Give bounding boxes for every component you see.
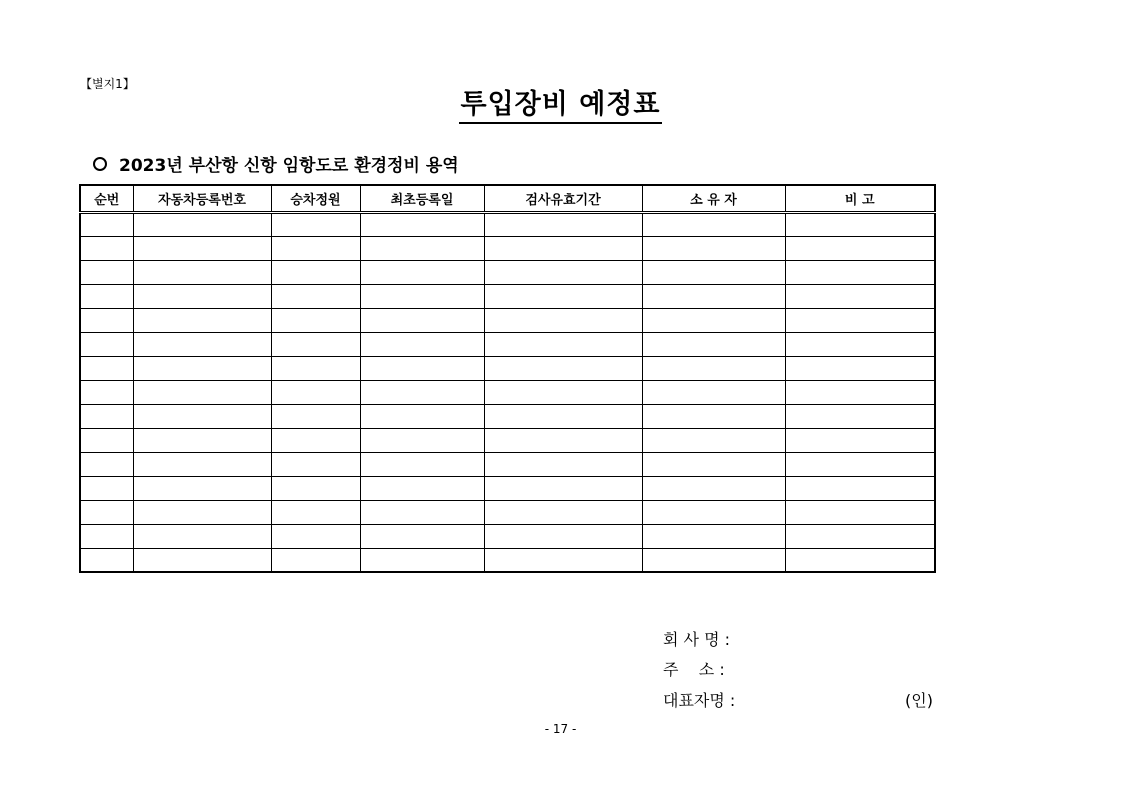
table-header-row [80,185,935,212]
table-cell [484,500,642,524]
table-cell [80,476,133,500]
table-cell [80,380,133,404]
table-cell [484,452,642,476]
table-cell [360,404,484,428]
table-cell [642,212,785,236]
table-cell [642,452,785,476]
table-cell [271,428,360,452]
table-cell [785,380,935,404]
table-cell [484,212,642,236]
table-row [80,236,935,260]
table-cell [271,524,360,548]
table-row [80,380,935,404]
col-header-no: 순번 [80,185,133,212]
table-cell [80,500,133,524]
table-cell [133,212,271,236]
table-row [80,428,935,452]
company-name-label: 회 사 명 : [663,630,731,649]
table-cell [271,404,360,428]
attachment-label: 【별지1】 [80,77,135,91]
table-cell [271,476,360,500]
col-header-remarks: 비 고 [785,185,935,212]
table-cell [785,476,935,500]
table-cell [133,476,271,500]
table-row [80,476,935,500]
table-cell [785,284,935,308]
col-header-registration-number: 자동차등록번호 [133,185,271,212]
table-row [80,332,935,356]
table-row [80,404,935,428]
table-cell [484,284,642,308]
table-cell [360,428,484,452]
table-cell [642,404,785,428]
table-cell [80,308,133,332]
table-cell [271,212,360,236]
table-cell [80,356,133,380]
table-body [80,212,935,572]
page-number: - 17 - [544,722,577,736]
table-cell [360,308,484,332]
table-cell [133,404,271,428]
table-cell [80,428,133,452]
table-cell [785,548,935,572]
table-cell [80,548,133,572]
table-cell [360,236,484,260]
table-cell [271,380,360,404]
table-cell [785,500,935,524]
table-cell [785,356,935,380]
table-cell [133,524,271,548]
page-title [0,88,1121,124]
table-row [80,260,935,284]
table-cell [133,308,271,332]
table-row [80,452,935,476]
table-cell [133,236,271,260]
equipment-table [79,184,936,573]
table-row [80,284,935,308]
table-cell [80,524,133,548]
table-cell [484,404,642,428]
table-cell [133,452,271,476]
table-cell [271,236,360,260]
col-header-first-registration-date: 최초등록일 [360,185,484,212]
table-cell [133,356,271,380]
table-cell [642,380,785,404]
table-cell [642,356,785,380]
table-cell [642,308,785,332]
table-cell [785,332,935,356]
table-cell [484,548,642,572]
page-title-text: 투입장비 예정표 [459,88,663,124]
table-row [80,212,935,236]
table-row [80,524,935,548]
table-cell [80,332,133,356]
col-header-seating-capacity: 승차정원 [271,185,360,212]
table-cell [360,452,484,476]
col-header-inspection-validity: 검사유효기간 [484,185,642,212]
table-cell [133,332,271,356]
table-cell [271,548,360,572]
table-cell [785,236,935,260]
table-row [80,356,935,380]
table-cell [642,524,785,548]
table-cell [80,284,133,308]
table-cell [484,428,642,452]
table-cell [642,236,785,260]
table-cell [785,308,935,332]
address-label: 주 소 : [663,660,725,679]
table-cell [360,212,484,236]
table-cell [360,284,484,308]
table-cell [360,548,484,572]
table-cell [80,260,133,284]
table-cell [484,356,642,380]
table-cell [271,356,360,380]
table-cell [271,452,360,476]
table-cell [642,476,785,500]
table-cell [80,404,133,428]
table-cell [360,260,484,284]
table-cell [360,380,484,404]
table-cell [271,284,360,308]
circle-bullet-icon [93,157,107,171]
table-cell [360,524,484,548]
table-cell [484,476,642,500]
table-cell [484,524,642,548]
table-cell [785,452,935,476]
table-cell [785,212,935,236]
table-cell [642,500,785,524]
table-cell [80,452,133,476]
col-header-owner: 소 유 자 [642,185,785,212]
subtitle [93,151,459,176]
table-cell [484,260,642,284]
table-cell [360,356,484,380]
table-cell [785,524,935,548]
table-cell [80,212,133,236]
table-cell [271,308,360,332]
table-cell [360,500,484,524]
table-cell [133,428,271,452]
table-cell [484,236,642,260]
table-row [80,500,935,524]
seal-label: (인) [905,691,933,710]
table-cell [642,332,785,356]
table-cell [642,260,785,284]
table-row [80,308,935,332]
table-cell [133,380,271,404]
table-cell [642,428,785,452]
table-cell [642,548,785,572]
table-cell [133,548,271,572]
table-cell [133,260,271,284]
table-cell [642,284,785,308]
table-row [80,548,935,572]
table-cell [484,380,642,404]
table-cell [785,404,935,428]
table-cell [271,332,360,356]
table-cell [271,500,360,524]
table-cell [133,284,271,308]
table-cell [785,428,935,452]
table-cell [484,332,642,356]
table-cell [271,260,360,284]
representative-label: 대표자명 : [663,691,736,710]
table-cell [360,476,484,500]
table-cell [484,308,642,332]
subtitle-text: 2023년 부산항 신항 임항도로 환경정비 용역 [119,156,459,176]
table-cell [133,500,271,524]
table-cell [360,332,484,356]
table-cell [785,260,935,284]
table-cell [80,236,133,260]
